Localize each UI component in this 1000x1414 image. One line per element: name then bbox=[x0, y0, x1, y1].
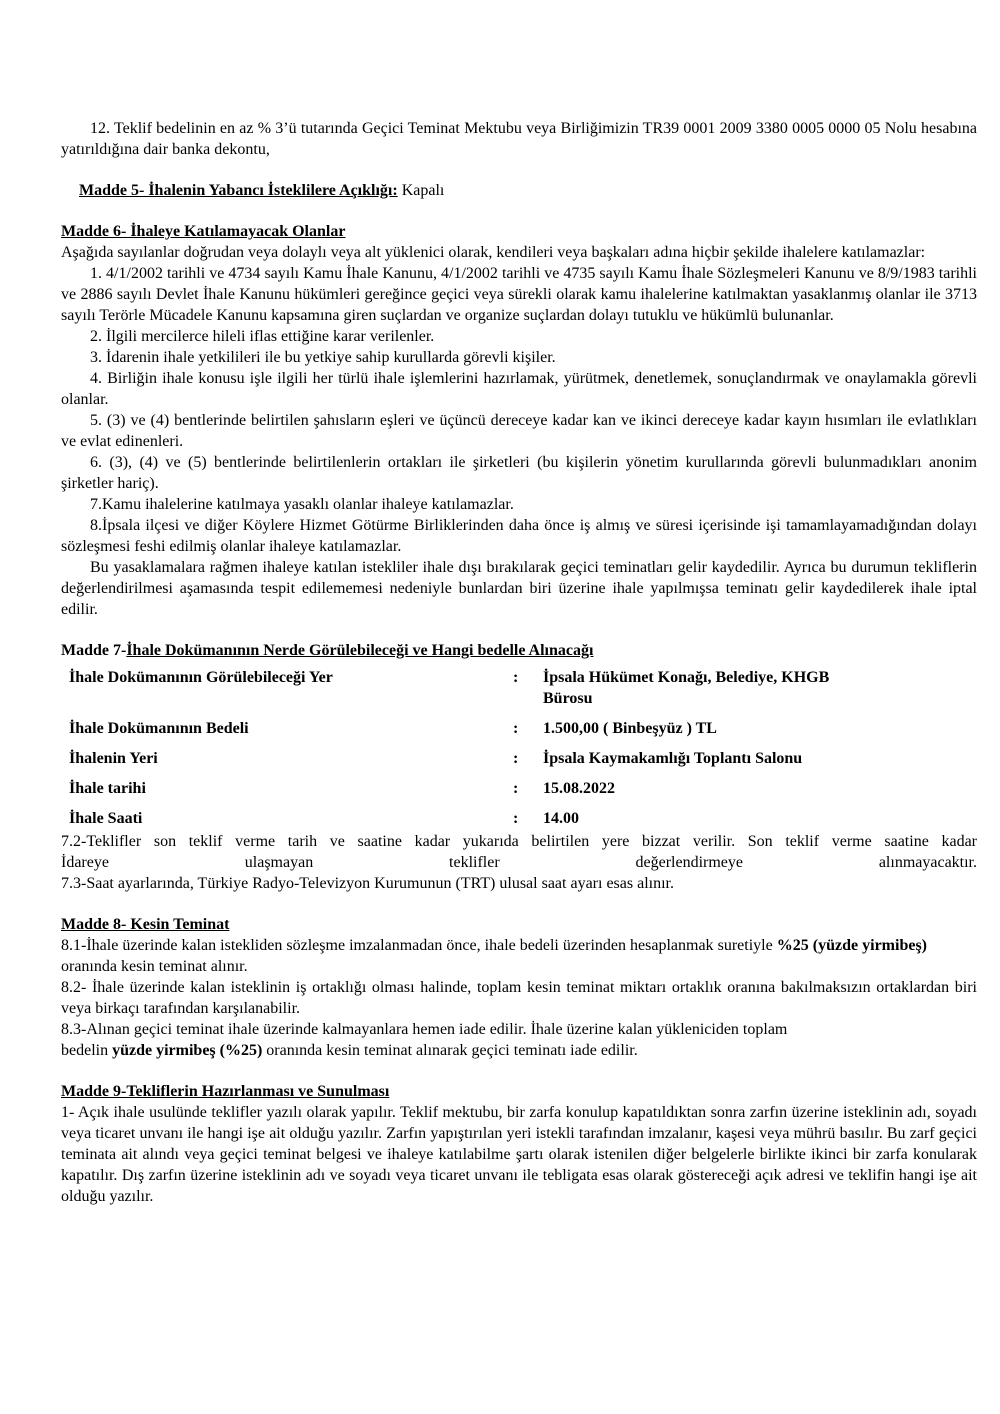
info-label: İhale Saati bbox=[69, 810, 143, 827]
info-value: İpsala Hükümet Konağı, Belediye, KHGB Bürosu bbox=[543, 669, 830, 707]
madde8-3-line2 bbox=[61, 1040, 977, 1061]
info-label: İhalenin Yeri bbox=[69, 750, 158, 767]
info-row bbox=[61, 748, 873, 778]
madde9-title: Madde 9-Tekliflerin Hazırlanması ve Sunulması bbox=[61, 1083, 390, 1100]
madde7-heading bbox=[61, 640, 977, 661]
info-value: 1.500,00 ( Binbeşyüz ) TL bbox=[543, 720, 717, 737]
info-colon: : bbox=[513, 750, 519, 767]
madde8-2: 8.2- İhale üzerinde kalan isteklinin iş ortaklığı olması halinde, toplam kesin teminat miktarı ortaklık oranına bakılmaksızın ortaklardan biri veya birkaçı tarafından karşılanabilir. bbox=[61, 979, 977, 1017]
madde6-closing: Bu yasaklamalara rağmen ihaleye katılan istekliler ihale dışı bırakılarak geçici teminatları gelir kaydedilir. Ayrıca bu durumun tekliflerin değerlendirilmesi aşamasında tespit edilememesi nedeniyle bunlardan biri üzerine ihale yapılmışsa teminatı gelir kaydedilerek ihale iptal edilir. bbox=[61, 559, 977, 618]
madde5-title: Madde 5- İhalenin Yabancı İsteklilere Açıklığı: bbox=[79, 182, 398, 199]
madde7-2-line2: İdareye ulaşmayan teklifler değerlendirmeye alınmayacaktır. bbox=[61, 854, 977, 871]
madde8-1-rate: %25 (yüzde yirmibeş) bbox=[776, 937, 928, 954]
madde6-item-3: 3. İdarenin ihale yetkilileri ile bu yetkiye sahip kurullarda görevli kişiler. bbox=[90, 349, 556, 366]
madde5-line bbox=[61, 180, 977, 201]
madde8-1-tail: oranında kesin teminat alınır. bbox=[61, 958, 248, 975]
info-value: İpsala Kaymakamlığı Toplantı Salonu bbox=[543, 750, 803, 767]
info-row bbox=[61, 667, 873, 718]
madde6-item-7: 7.Kamu ihalelerine katılmaya yasaklı olanlar ihaleye katılamazlar. bbox=[90, 496, 514, 513]
madde5-value: Kapalı bbox=[397, 182, 445, 199]
info-row bbox=[61, 778, 873, 808]
info-row bbox=[61, 718, 873, 748]
info-value: 15.08.2022 bbox=[543, 780, 615, 797]
madde7-title: İhale Dokümanının Nerde Görülebileceği ve Hangi bedelle Alınacağı bbox=[126, 642, 594, 659]
madde7-3: 7.3-Saat ayarlarında, Türkiye Radyo-Televizyon Kurumunun (TRT) ulusal saat ayarı esas alınır. bbox=[61, 875, 674, 892]
ihale-info-table bbox=[61, 667, 873, 829]
madde8-3-line1: 8.3-Alınan geçici teminat ihale üzerinde kalmayanlara hemen iade edilir. İhale üzerine kalan yükleniciden toplam bbox=[61, 1021, 788, 1038]
madde8-1-text: 8.1-İhale üzerinde kalan istekliden sözleşme imzalanmadan önce, ihale bedeli üzerinden hesaplanmak suretiyle bbox=[61, 937, 777, 954]
info-value: 14.00 bbox=[543, 810, 579, 827]
info-label: İhale Dokümanının Görülebileceği Yer bbox=[69, 669, 333, 686]
madde6-item-5: 5. (3) ve (4) bentlerinde belirtilen şahısların eşleri ve üçüncü dereceye kadar kan ve ikinci dereceye kadar kayın hısımları ile evlatlıkları ve evlat edinenleri. bbox=[61, 412, 977, 450]
madde8-1 bbox=[61, 935, 977, 977]
madde9-1: 1- Açık ihale usulünde teklifler yazılı olarak yapılır. Teklif mektubu, bir zarfa konulup kapatıldıktan sonra zarfın üzerine isteklinin adı, soyadı veya ticaret unvanı ile hangi işe ait olduğu yazılır. Zarfın yapıştırılan yeri istekli tarafından imzalanır, kaşesi veya mührü basılır. Bu zarf geçici teminata ait alındı veya geçici teminat belgesi ve ihaleye katılabilme şartı olarak istenilen diğer belgelerle birlikte ikinci bir zarfa konularak kapatılır. Dış zarfın üzerine isteklinin adı ve soyadı veya ticaret unvanı ile tebligata esas olarak göstereceği açık adresi ve teklifin hangi işe ait olduğu yazılır. bbox=[61, 1104, 977, 1205]
madde8-3-tail: oranında kesin teminat alınarak geçici teminatı iade edilir. bbox=[262, 1042, 638, 1059]
madde6-item-8: 8.İpsala ilçesi ve diğer Köylere Hizmet Götürme Birliklerinden daha önce iş almış ve süresi içerisinde işi tamamlayamadığından dolayı sözleşmesi feshi edilmiş olanlar ihaleye katılamazlar. bbox=[61, 517, 977, 555]
info-colon: : bbox=[513, 720, 519, 737]
madde6-title: Madde 6- İhaleye Katılamayacak Olanlar bbox=[61, 223, 346, 240]
madde6-item-1: 1. 4/1/2002 tarihli ve 4734 sayılı Kamu İhale Kanunu, 4/1/2002 tarihli ve 4735 sayılı Kamu İhale Sözleşmeleri Kanunu ve 8/9/1983 tarihli ve 2886 sayılı Devlet İhale Kanunu hükümleri gereğince geçici veya sürekli olarak kamu ihalelerine katılmaktan yasaklanmış olanlar ile 3713 sayılı Terörle Mücadele Kanunu kapsamına giren suçlardan ve organize suçlardan dolayı tutuklu ve hükümlü bulunanlar. bbox=[61, 265, 977, 324]
info-colon: : bbox=[513, 669, 519, 686]
madde8-3-rate: yüzde yirmibeş (%25) bbox=[112, 1042, 263, 1059]
madde6-item-2: 2. İlgili mercilerce hileli iflas ettiğine karar verilenler. bbox=[90, 328, 435, 345]
madde7-prefix: Madde 7- bbox=[61, 642, 127, 659]
info-row bbox=[61, 808, 873, 829]
info-colon: : bbox=[513, 810, 519, 827]
info-label: İhale tarihi bbox=[69, 780, 146, 797]
madde8-title: Madde 8- Kesin Teminat bbox=[61, 916, 230, 933]
info-label: İhale Dokümanının Bedeli bbox=[69, 720, 249, 737]
madde6-intro: Aşağıda sayılanlar doğrudan veya dolaylı veya alt yüklenici olarak, kendileri veya başkaları adına hiçbir şekilde ihalelere katılamazlar: bbox=[61, 244, 926, 261]
madde6-item-6: 6. (3), (4) ve (5) bentlerinde belirtilenlerin ortakları ile şirketleri (bu kişilerin yönetim kurullarında görevli bulunmadıkları anonim şirketler hariç). bbox=[61, 454, 977, 492]
madde6-item-4: 4. Birliğin ihale konusu işle ilgili her türlü ihale işlemlerini hazırlamak, yürütmek, denetlemek, sonuçlandırmak ve onaylamakla görevli olanlar. bbox=[61, 370, 977, 408]
madde8-3-text: bedelin bbox=[61, 1042, 113, 1059]
info-colon: : bbox=[513, 780, 519, 797]
document-page bbox=[61, 118, 977, 1207]
madde7-2-line1: 7.2-Teklifler son teklif verme tarih ve saatine kadar yukarıda belirtilen yere bizzat verilir. Son teklif verme saatine kadar bbox=[61, 833, 977, 850]
item-12-paragraph: 12. Teklif bedelinin en az % 3’ü tutarında Geçici Teminat Mektubu veya Birliğimizin TR39 0001 2009 3380 0005 0000 05 Nolu hesabına yatırıldığına dair banka dekontu, bbox=[61, 120, 977, 158]
